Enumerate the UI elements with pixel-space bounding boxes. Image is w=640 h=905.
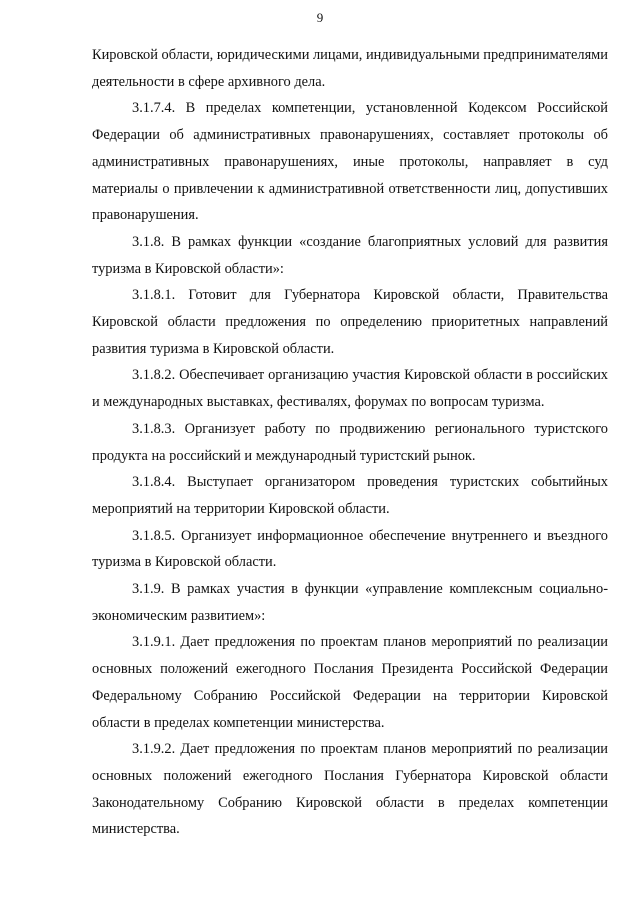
- paragraph-3-1-8-4: 3.1.8.4. Выступает организатором проведения туристских событийных мероприятий на территории Кировской области.: [92, 474, 608, 517]
- paragraph-3-1-8-5: 3.1.8.5. Организует информационное обеспечение внутреннего и въездного туризма в Кировской области.: [92, 527, 608, 571]
- page-number: 9: [316, 10, 324, 25]
- paragraph-3-1-7-4: 3.1.7.4. В пределах компетенции, установленной Кодексом Российской Федерации об административных правонарушениях, составляет протоколы об административных правонарушениях, иные протоколы, направляет в суд материалы о привлечении к административной ответственности лиц, допустивших правонарушения.: [92, 100, 608, 224]
- paragraph-3-1-8-2: 3.1.8.2. Обеспечивает организацию участия Кировской области в российских и международных выставках, фестивалях, форумах по вопросам туризма.: [92, 367, 608, 411]
- document-body: [92, 42, 608, 843]
- paragraph-3-1-8-3: 3.1.8.3. Организует работу по продвижению регионального туристского продукта на российский и международный туристский рынок.: [92, 420, 608, 464]
- paragraph-3-1-8-1: 3.1.8.1. Готовит для Губернатора Кировской области, Правительства Кировской области предложения по определению приоритетных направлений развития туризма в Кировской области.: [92, 287, 608, 357]
- paragraph-3-1-9-2: 3.1.9.2. Дает предложения по проектам планов мероприятий по реализации основных положений ежегодного Послания Губернатора Кировской области Законодательному Собранию Кировской области в пределах компетенции министерства.: [92, 741, 608, 838]
- paragraph-continuation: Кировской области, юридическими лицами, индивидуальными предпринимателями деятельности в сфере архивного дела.: [92, 47, 608, 90]
- paragraph-3-1-9-1: 3.1.9.1. Дает предложения по проектам планов мероприятий по реализации основных положений ежегодного Послания Президента Российской Федерации Федеральному Собранию Российской Федерации на территории Кировской области в пределах компетенции министерства.: [92, 634, 608, 731]
- paragraph-3-1-9: 3.1.9. В рамках участия в функции «управление комплексным социально-экономическим развитием»:: [92, 581, 608, 624]
- paragraph-3-1-8: 3.1.8. В рамках функции «создание благоприятных условий для развития туризма в Кировской области»:: [92, 233, 608, 277]
